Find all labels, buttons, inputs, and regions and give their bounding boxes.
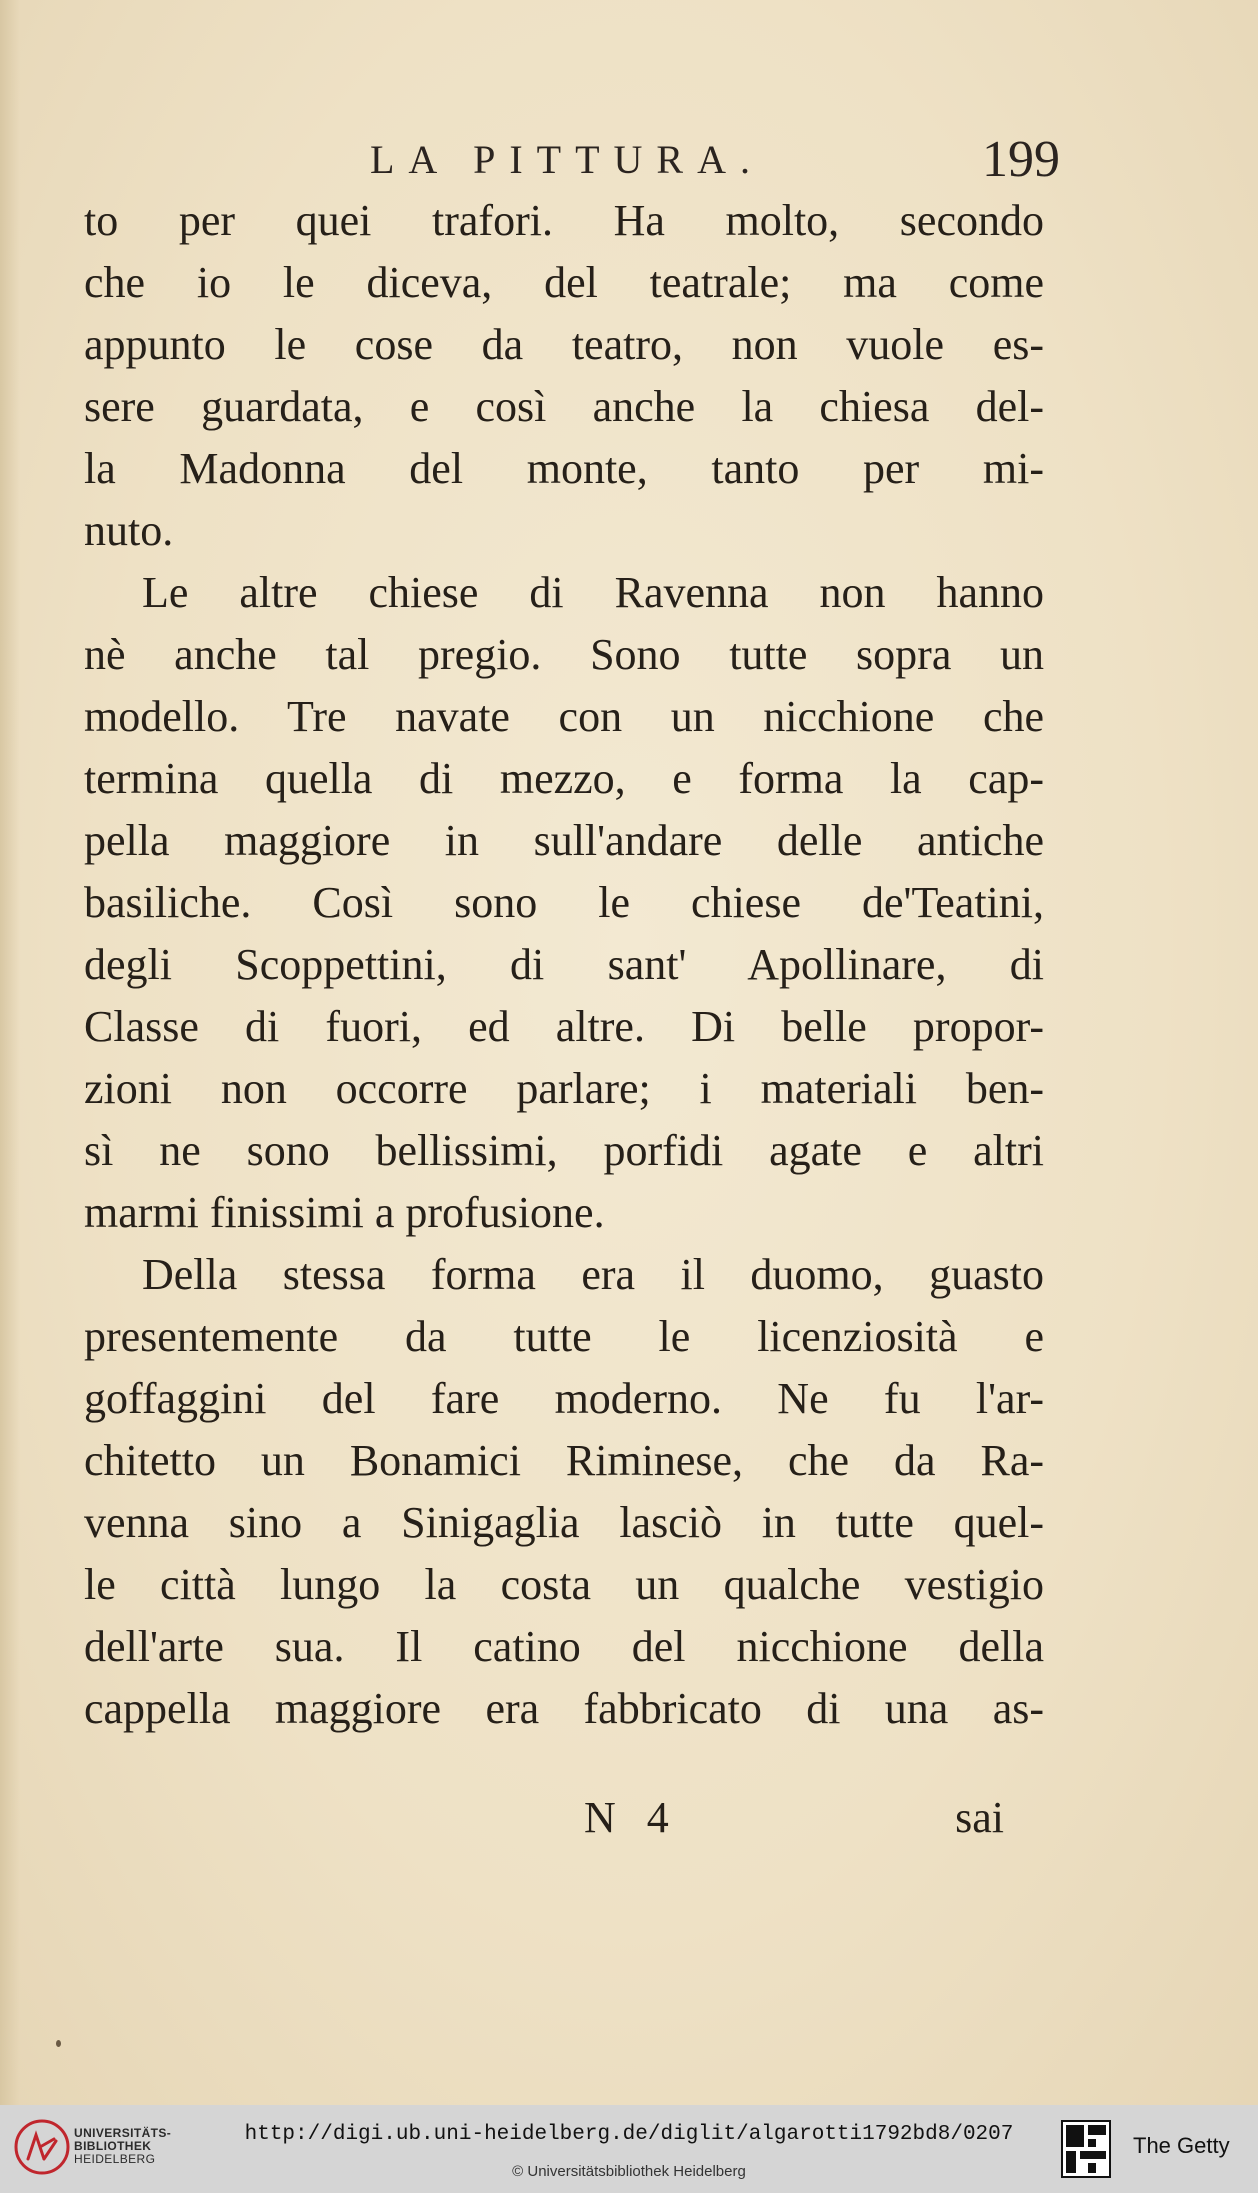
text-line: nuto. [84, 506, 174, 555]
text-line: presentemente da tutte le licenziosità e [84, 1312, 1044, 1361]
text-line: Classe di fuori, ed altre. Di belle propor- [84, 1002, 1044, 1051]
text-line: Le altre chiese di Ravenna non hanno [142, 568, 1044, 617]
signature-mark: N 4 [584, 1793, 679, 1842]
body-text [84, 190, 1044, 1740]
text-line: venna sino a Sinigaglia lasciò in tutte quel- [84, 1498, 1044, 1547]
text-line: chitetto un Bonamici Riminese, che da Ra- [84, 1436, 1044, 1485]
text-line: la Madonna del monte, tanto per mi- [84, 444, 1044, 493]
text-line: dell'arte sua. Il catino del nicchione della [84, 1622, 1044, 1671]
text-line: modello. Tre navate con un nicchione che [84, 692, 1044, 741]
text-line: goffaggini del fare moderno. Ne fu l'ar- [84, 1374, 1044, 1423]
library-name-line-2: BIBLIOTHEK [74, 2139, 152, 2153]
footer-bar [0, 2105, 1258, 2193]
ink-speck [56, 2040, 61, 2047]
text-line: to per quei trafori. Ha molto, secondo [84, 196, 1044, 245]
text-line: degli Scoppettini, di sant' Apollinare, di [84, 940, 1044, 989]
library-name-line-1: UNIVERSITÄTS- [74, 2126, 172, 2140]
getty-logo-icon[interactable] [1060, 2119, 1112, 2179]
library-name-line-3: HEIDELBERG [74, 2152, 156, 2166]
text-line: basiliche. Così sono le chiese de'Teatini, [84, 878, 1044, 927]
text-line: sì ne sono bellissimi, porfidi agate e altri [84, 1126, 1044, 1175]
text-line: zioni non occorre parlare; i materiali ben- [84, 1064, 1044, 1113]
text-line: cappella maggiore era fabbricato di una as- [84, 1684, 1044, 1733]
text-line: Della stessa forma era il duomo, guasto [142, 1250, 1044, 1299]
text-line: le città lungo la costa un qualche vestigio [84, 1560, 1044, 1609]
text-line: termina quella di mezzo, e forma la cap- [84, 754, 1044, 803]
catchword: sai [955, 1793, 1004, 1842]
text-line: appunto le cose da teatro, non vuole es- [84, 320, 1044, 369]
page-foot [84, 1792, 1044, 1852]
page-number: 199 [982, 131, 1060, 188]
text-line: sere guardata, e così anche la chiesa del- [84, 382, 1044, 431]
partner-name: The Getty [1133, 2133, 1230, 2158]
text-line: nè anche tal pregio. Sono tutte sopra un [84, 630, 1044, 679]
text-line: che io le diceva, del teatrale; ma come [84, 258, 1044, 307]
permalink-url[interactable]: http://digi.ub.uni-heidelberg.de/diglit/algarotti1792bd8/0207 [244, 2123, 1014, 2146]
text-line: pella maggiore in sull'andare delle antiche [84, 816, 1044, 865]
text-line: marmi finissimi a profusione. [84, 1188, 605, 1237]
copyright-notice: © Universitätsbibliothek Heidelberg [512, 2163, 746, 2180]
running-head: LA PITTURA. [370, 137, 764, 182]
